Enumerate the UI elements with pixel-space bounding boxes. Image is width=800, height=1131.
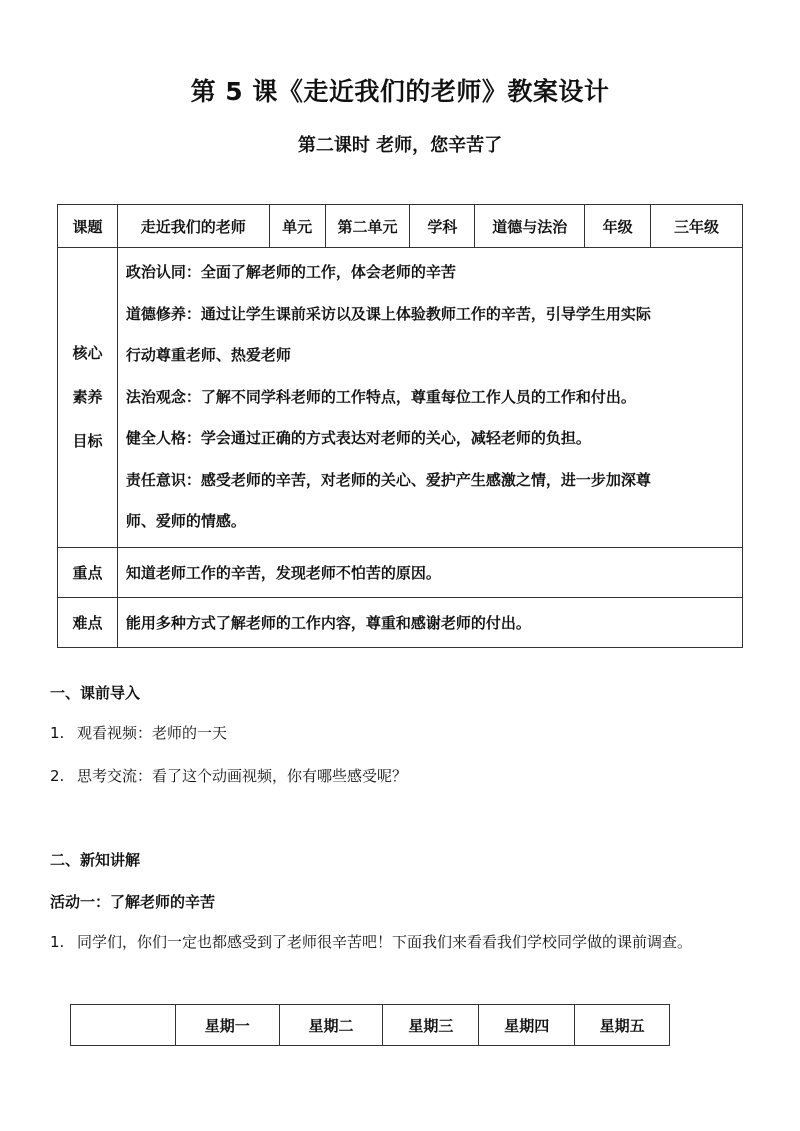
grade-label: 年级 [585, 205, 651, 248]
key-point-label: 重点 [58, 547, 118, 597]
core-goal-line: 政治认同：全面了解老师的工作，体会老师的辛苦 [125, 263, 456, 281]
unit-value: 第二单元 [325, 205, 410, 248]
activity-paragraph: 1. 同学们，你们一定也都感受到了老师很辛苦吧！下面我们来看看我们学校同学做的课前调查。 [50, 933, 693, 951]
difficulty-label: 难点 [58, 597, 118, 647]
week-header-friday: 星期五 [575, 1005, 670, 1046]
week-header-monday: 星期一 [175, 1005, 279, 1046]
page-subtitle: 第二课时 老师，您辛苦了 [297, 135, 503, 156]
core-goal-line: 健全人格：学会通过正确的方式表达对老师的关心，减轻老师的负担。 [125, 429, 591, 447]
week-header-wednesday: 星期三 [383, 1005, 479, 1046]
activity-heading: 活动一：了解老师的辛苦 [50, 893, 216, 911]
weekday-table [70, 1004, 670, 1046]
core-goal-line: 行动尊重老师、热爱老师 [125, 346, 291, 364]
week-header-thursday: 星期四 [479, 1005, 575, 1046]
grade-value: 三年级 [651, 205, 743, 248]
subject-label: 学科 [410, 205, 475, 248]
lesson-info-table [57, 204, 743, 648]
core-goal-line: 责任意识：感受老师的辛苦，对老师的关心、爱护产生感激之情，进一步加深尊 [125, 470, 651, 489]
list-item: 1. 观看视频：老师的一天 [50, 724, 228, 742]
topic-value: 走近我们的老师 [117, 205, 269, 248]
page-title: 第 5 课《走近我们的老师》教案设计 [190, 77, 610, 106]
core-goals-content [117, 248, 742, 548]
difficulty-text: 能用多种方式了解老师的工作内容，尊重和感谢老师的付出。 [117, 597, 742, 647]
topic-label: 课题 [58, 205, 118, 248]
section-heading-new-knowledge: 二、新知讲解 [50, 851, 141, 869]
subject-value: 道德与法治 [475, 205, 585, 248]
core-goal-line: 法治观念：了解不同学科老师的工作特点，尊重每位工作人员的工作和付出。 [125, 387, 636, 406]
key-point-text: 知道老师工作的辛苦，发现老师不怕苦的原因。 [117, 547, 742, 597]
week-header-blank [71, 1005, 176, 1046]
week-header-tuesday: 星期二 [279, 1005, 383, 1046]
core-goal-line: 道德修养：通过让学生课前采访以及课上体验教师工作的辛苦，引导学生用实际 [125, 304, 651, 323]
core-goal-line: 师、爱师的情感。 [125, 512, 246, 530]
unit-label: 单元 [269, 205, 325, 248]
list-item: 2. 思考交流：看了这个动画视频，你有哪些感受呢？ [50, 767, 408, 785]
section-heading-intro: 一、课前导入 [50, 684, 141, 702]
core-goals-label: 核心 素养 目标 [58, 248, 118, 548]
